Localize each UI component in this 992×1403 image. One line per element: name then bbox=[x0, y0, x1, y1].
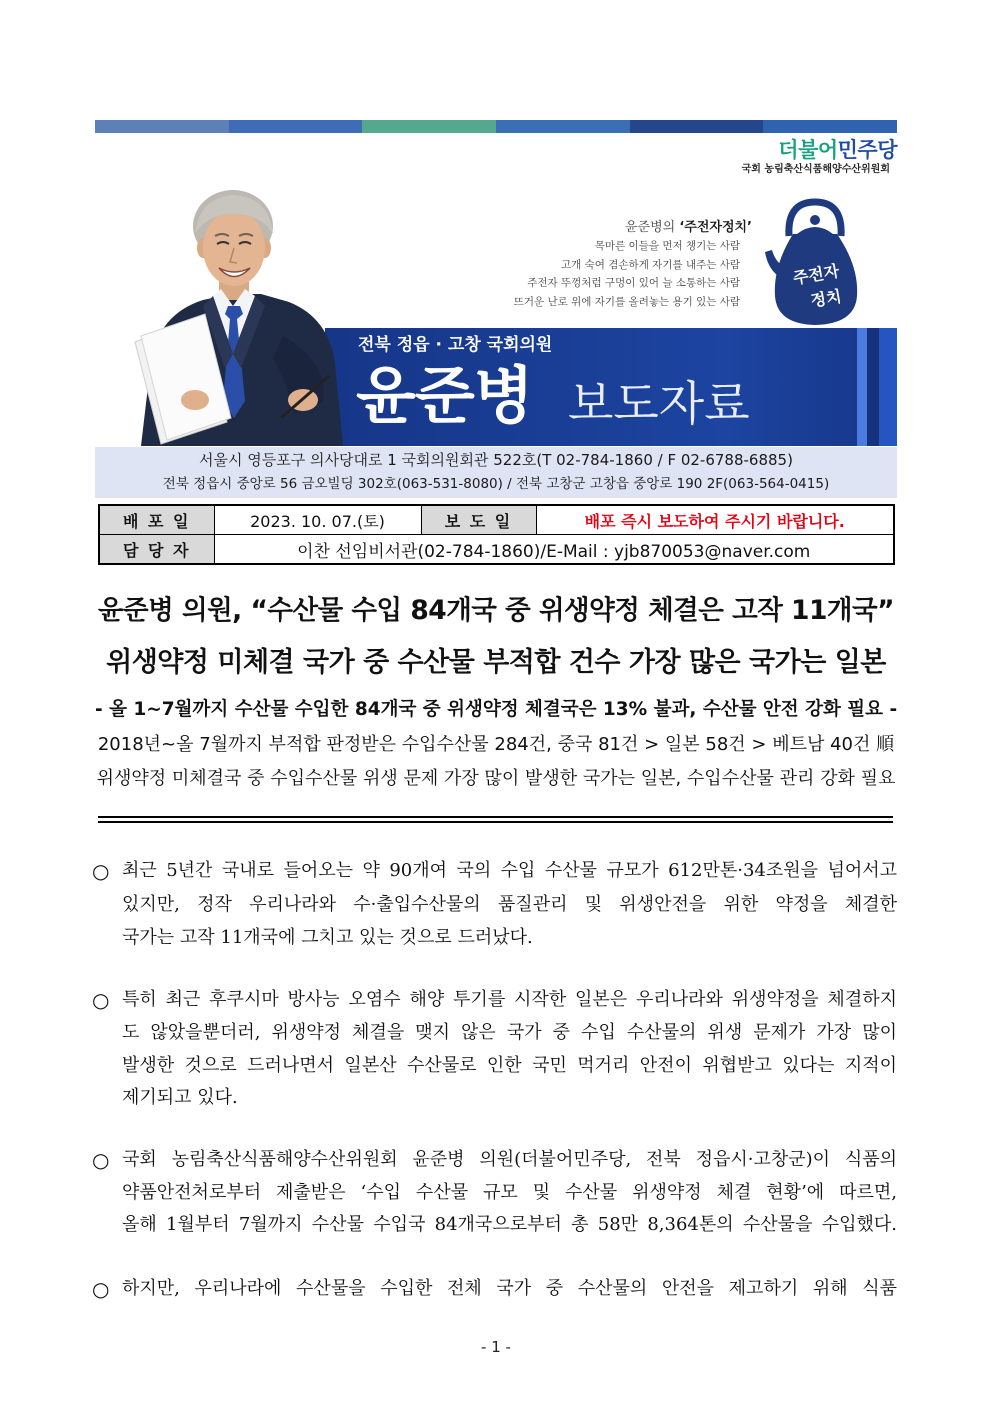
address-seoul: 서울시 영등포구 의사당대로 1 국회의원회관 522호(T 02-784-1860 / F 02-6788-6885) bbox=[199, 451, 793, 469]
paragraph-line: 발생한 것으로 드러나면서 일본산 수산물로 인한 국민 먹거리 안전이 위협받고 있다는 지적이 bbox=[122, 1055, 897, 1076]
embargo-label-text: 보 도 일 bbox=[444, 511, 513, 531]
table-row bbox=[99, 505, 894, 535]
kettle-text-line: 주전자 bbox=[791, 261, 841, 288]
stripe-segment bbox=[763, 120, 897, 133]
paragraph-line: 있지만, 정작 우리나라와 수·출입수산물의 품질관리 및 위생안전을 위한 약정을 체결한 bbox=[122, 894, 897, 915]
paragraph-line: 최근 5년간 국내로 들어오는 약 90개여 국의 수입 수산물 규모가 612만톤·34조원을 넘어서고 bbox=[122, 860, 897, 881]
stripe-segment bbox=[630, 120, 764, 133]
band-stripe bbox=[879, 328, 897, 446]
motto-title-name: ‘주전자정치’ bbox=[679, 220, 752, 235]
paragraph-bullet: ○ bbox=[92, 859, 110, 883]
paragraph-line: 국가는 고작 11개국에 그치고 있는 것으로 드러났다. bbox=[122, 927, 533, 948]
paragraph-bullet: ○ bbox=[92, 1277, 110, 1301]
motto-line: 고개 숙여 겸손하게 자기를 내주는 사람 bbox=[561, 258, 740, 271]
contact-label bbox=[99, 535, 214, 565]
contact-info-text: 이찬 선임비서관(02-784-1860)/E-Mail : yjb870053@naver.com bbox=[297, 541, 811, 562]
paragraph-line: 약품안전처로부터 제출받은 ‘수입 수산물 규모 및 수산물 위생약정 체결 현황’에 따르면, bbox=[122, 1182, 897, 1203]
table-row bbox=[99, 535, 894, 565]
headline-title: 윤준병 의원, “수산물 수입 84개국 중 위생약정 체결은 고작 11개국” bbox=[97, 595, 895, 626]
document-type: 보도자료 bbox=[568, 377, 750, 432]
motto-line: 목마른 이들을 먼저 챙기는 사람 bbox=[594, 240, 740, 252]
paragraph-bullet: ○ bbox=[92, 988, 110, 1012]
motto-lines bbox=[514, 237, 740, 311]
paragraph-line: 제기되고 있다. bbox=[122, 1087, 238, 1108]
embargo-notice bbox=[536, 505, 894, 535]
headline-summary: 위생약정 미체결국 중 수입수산물 위생 문제 가장 많이 발생한 국가는 일본, 수입수산물 관리 강화 필요 bbox=[96, 768, 896, 789]
release-info-table bbox=[98, 504, 895, 565]
release-date-label-text: 배 포 일 bbox=[122, 511, 191, 531]
committee-name: 국회 농림축산식품해양수산위원회 bbox=[741, 164, 890, 175]
paragraph-line: 하지만, 우리나라에 수산물을 수입한 전체 국가 중 수산물의 안전을 제고하기 위해 식품 bbox=[122, 1278, 897, 1299]
page-number: - 1 - bbox=[481, 1338, 511, 1356]
embargo-notice-text: 배포 즉시 보도하여 주시기 바랍니다. bbox=[584, 511, 845, 531]
party-logo-part1: 더불어 bbox=[778, 138, 838, 162]
stripe-segment bbox=[496, 120, 630, 133]
double-divider bbox=[98, 816, 893, 823]
paragraph-bullet: ○ bbox=[92, 1148, 110, 1172]
paragraph-line: 국회 농림축산식품해양수산위원회 윤준병 의원(더불어민주당, 전북 정읍시·고창군)이 식품의 bbox=[122, 1149, 897, 1170]
band-stripe bbox=[857, 328, 867, 446]
embargo-label bbox=[421, 505, 536, 535]
paragraph-line: 올해 1월부터 7월까지 수산물 수입국 84개국으로부터 총 58만 8,364톤의 수산물을 수입했다. bbox=[122, 1214, 897, 1235]
headline-subtitle: - 올 1~7월까지 수산물 수입한 84개국 중 위생약정 체결국은 13% 불과, 수산물 안전 강화 필요 - bbox=[95, 699, 897, 720]
address-district: 전북 정읍시 중앙로 56 금오빌딩 302호(063-531-8080) / 전북 고창군 고창읍 중앙로 190 2F(063-564-0415) bbox=[162, 476, 830, 492]
release-date bbox=[214, 505, 421, 535]
motto-line: 주전자 뚜껑처럼 구멍이 있어 늘 소통하는 사람 bbox=[527, 277, 740, 289]
stripe-segment bbox=[95, 120, 229, 133]
top-color-stripe bbox=[95, 120, 897, 133]
paragraph-line: 도 않았을뿐더러, 위생약정 체결을 맺지 않은 국가 중 수입 수산물의 위생 문제가 가장 많이 bbox=[122, 1022, 897, 1043]
contact-label-text: 담 당 자 bbox=[122, 540, 191, 560]
release-date-label bbox=[99, 505, 214, 535]
paragraph-line: 특히 최근 후쿠시마 방사능 오염수 해양 투기를 시작한 일본은 우리나라와 위생약정을 체결하지 bbox=[122, 989, 897, 1010]
lawmaker-photo bbox=[133, 186, 345, 446]
release-date-text: 2023. 10. 07.(토) bbox=[250, 511, 385, 531]
lawmaker-name: 윤준병 bbox=[356, 359, 533, 432]
contact-info bbox=[214, 535, 894, 565]
motto-title bbox=[625, 219, 752, 237]
kettle-icon bbox=[765, 196, 865, 328]
motto-line: 뜨거운 난로 위에 자기를 올려놓는 용기 있는 사람 bbox=[513, 295, 740, 308]
district-label: 전북 정읍 · 고창 국회의원 bbox=[358, 335, 553, 355]
party-logo-part2: 민주당 bbox=[837, 138, 897, 162]
headline-title: 위생약정 미체결 국가 중 수산물 부적합 건수 가장 많은 국가는 일본 bbox=[106, 647, 886, 678]
headline-summary: 2018년~올 7월까지 부적합 판정받은 수입수산물 284건, 중국 81건 > 일본 58건 > 베트남 40건 順 bbox=[97, 734, 895, 755]
kettle-lid bbox=[797, 227, 833, 234]
kettle-knob bbox=[810, 215, 820, 225]
address-box bbox=[95, 447, 897, 498]
stripe-segment bbox=[362, 120, 496, 133]
stripe-segment bbox=[229, 120, 363, 133]
left-hand bbox=[181, 390, 209, 410]
band-stripe bbox=[867, 328, 879, 446]
kettle-text-line: 정치 bbox=[809, 286, 843, 311]
motto-title-prefix: 윤준병의 bbox=[624, 220, 680, 235]
party-logo bbox=[778, 139, 897, 161]
